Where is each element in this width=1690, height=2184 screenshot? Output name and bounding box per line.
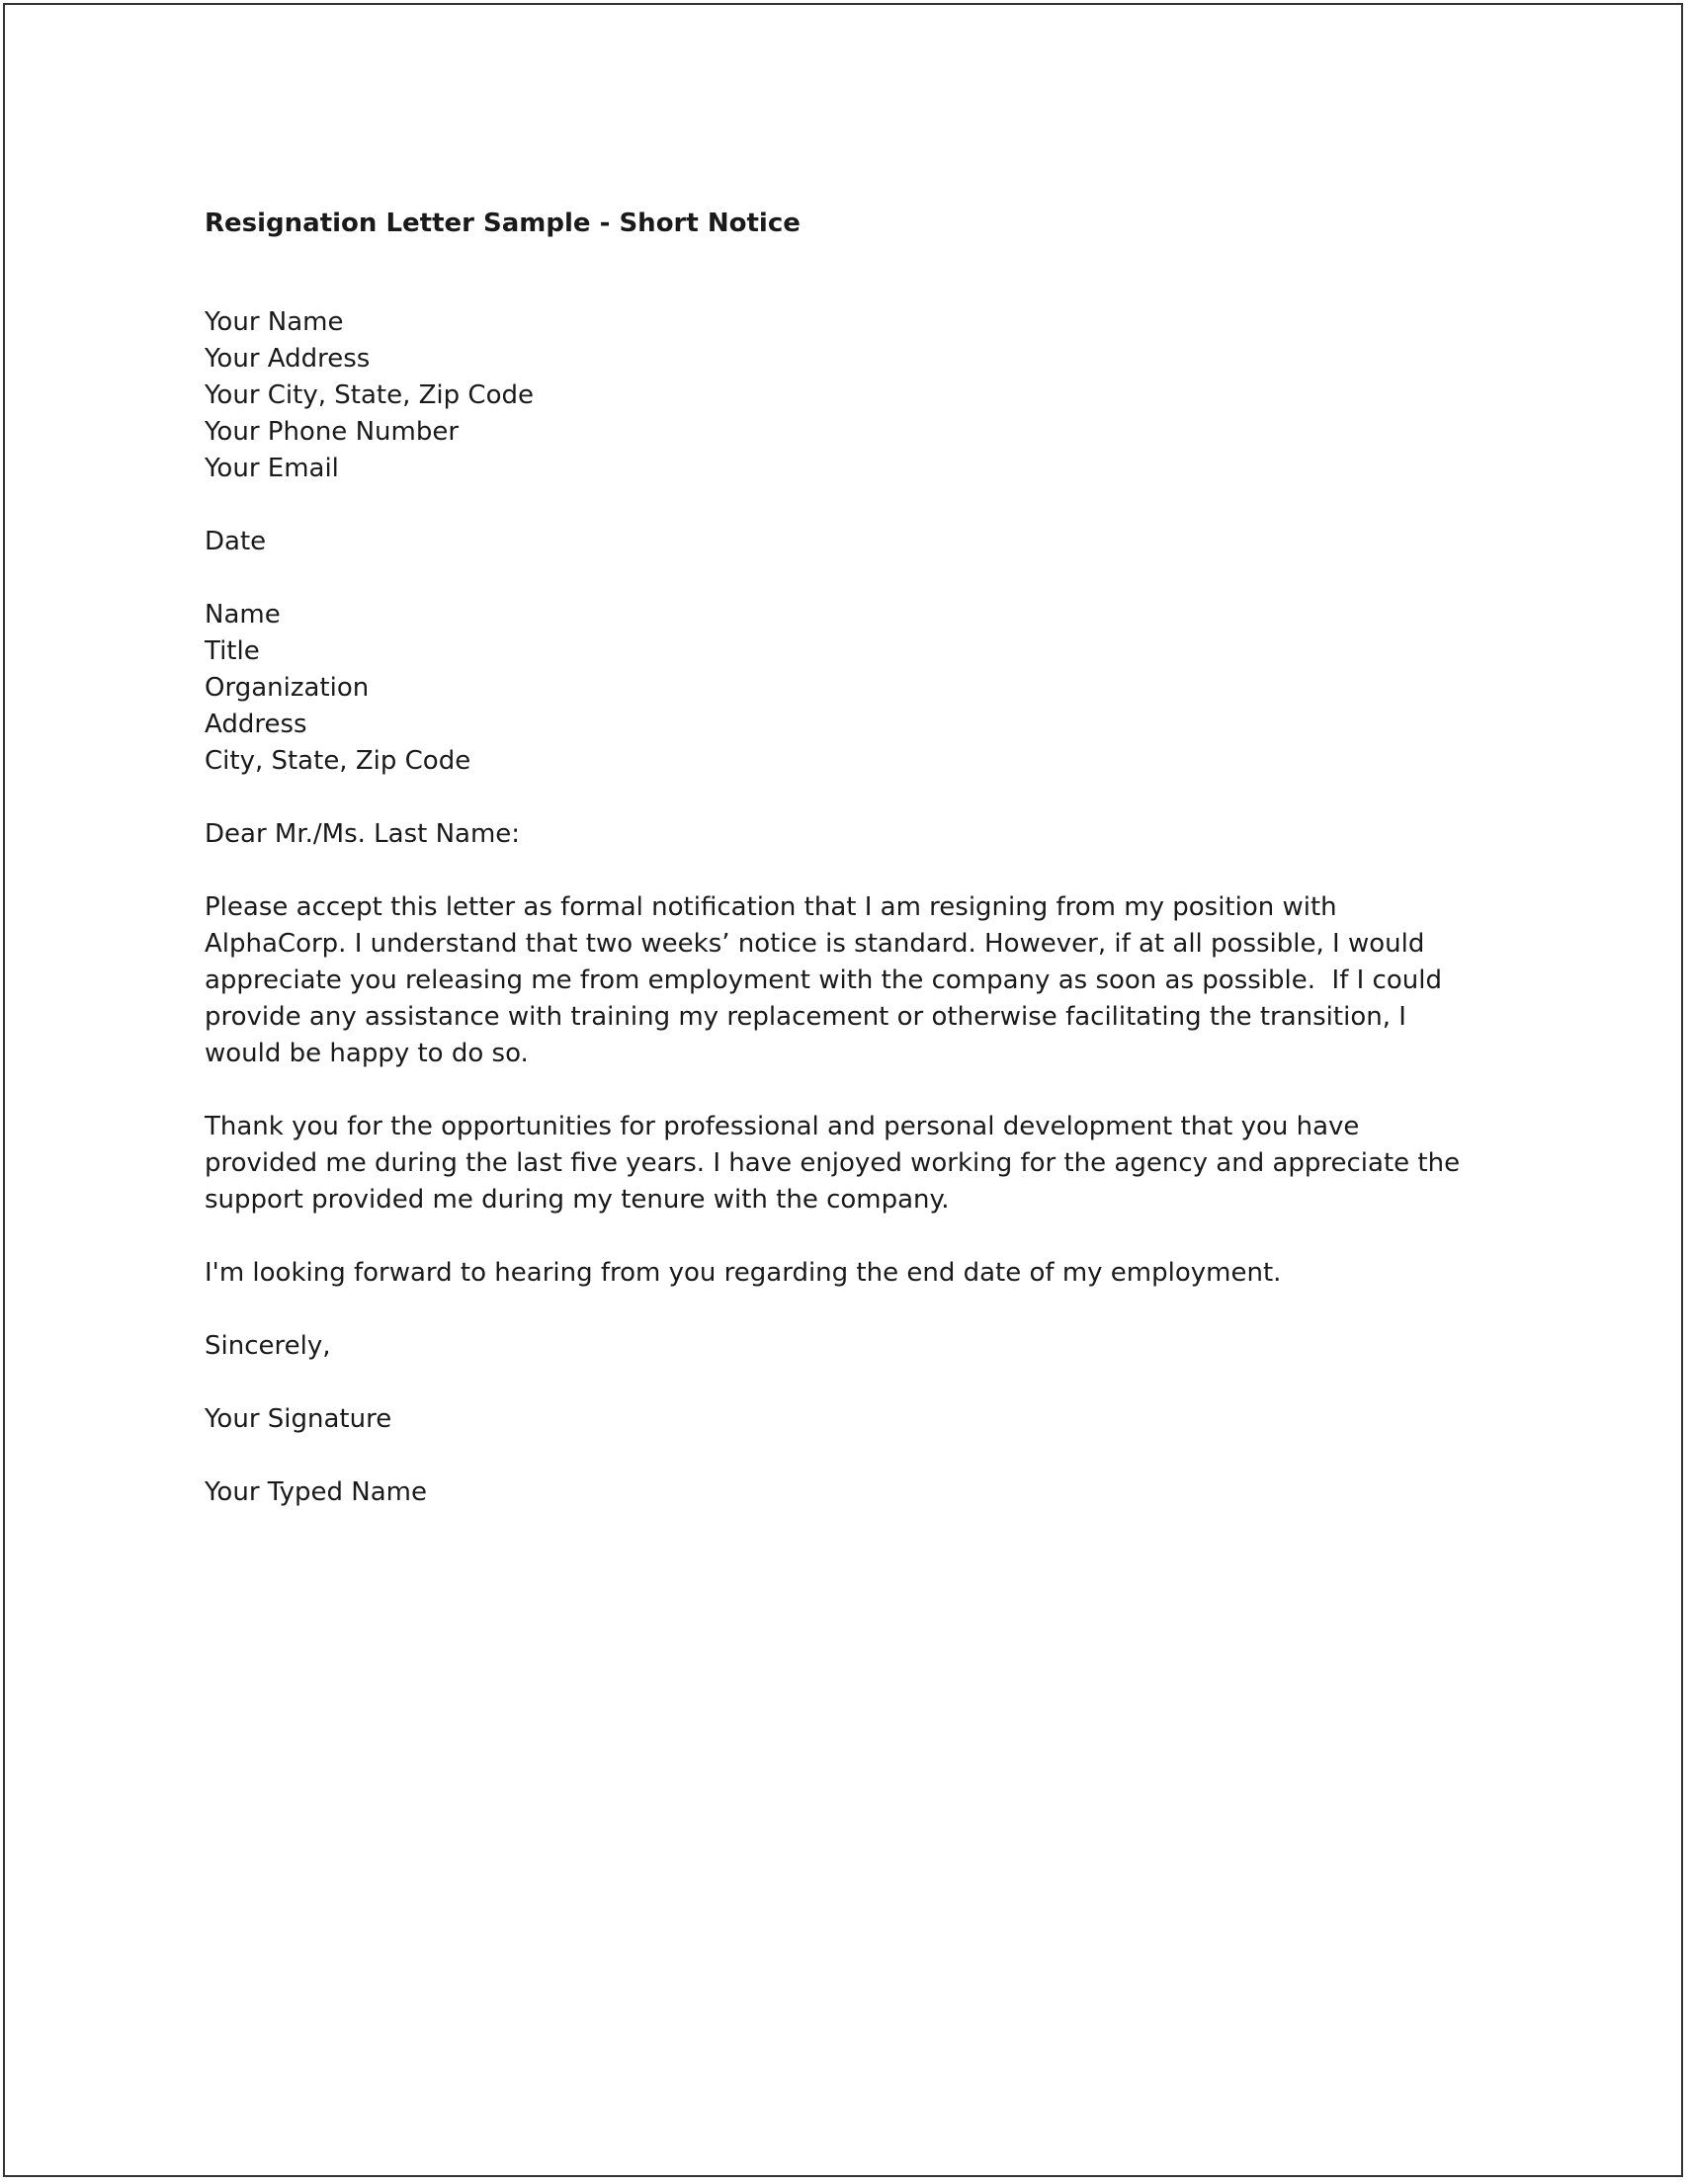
signature: Your Signature xyxy=(205,1404,392,1434)
body-paragraph-2 xyxy=(205,1109,1509,1218)
paragraph-line: support provided me during my tenure with the company. xyxy=(205,1185,950,1215)
typed-name: Your Typed Name xyxy=(205,1477,427,1507)
letter-date: Date xyxy=(205,527,267,556)
recipient-address: Address xyxy=(205,710,307,739)
typed-name-block xyxy=(205,1474,1509,1511)
recipient-organization: Organization xyxy=(205,673,370,703)
salutation: Dear Mr./Ms. Last Name: xyxy=(205,819,521,849)
recipient-address-block xyxy=(205,597,1509,780)
sender-address-block xyxy=(205,304,1509,487)
paragraph-line: provided me during the last five years. I have enjoyed working for the agency and appreciate the xyxy=(205,1148,1461,1178)
closing: Sincerely, xyxy=(205,1331,331,1361)
sender-address: Your Address xyxy=(205,344,371,374)
document-title: Resignation Letter Sample - Short Notice xyxy=(205,209,801,238)
paragraph-line: would be happy to do so. xyxy=(205,1039,529,1068)
paragraph-line: provide any assistance with training my replacement or otherwise facilitating the transition, I xyxy=(205,1002,1406,1032)
salutation-block xyxy=(205,816,1509,853)
paragraph-line: appreciate you releasing me from employment with the company as soon as possible. If I could xyxy=(205,966,1442,995)
paragraph-line: Please accept this letter as formal notification that I am resigning from my position with xyxy=(205,892,1337,922)
letter-body xyxy=(205,206,1509,1548)
sender-phone: Your Phone Number xyxy=(205,417,460,447)
recipient-title: Title xyxy=(205,636,260,666)
paragraph-line: Thank you for the opportunities for professional and personal development that you have xyxy=(205,1112,1360,1141)
paragraph-line: AlphaCorp. I understand that two weeks’ notice is standard. However, if at all possible, I would xyxy=(205,929,1425,959)
body-paragraph-3 xyxy=(205,1255,1509,1292)
sender-name: Your Name xyxy=(205,307,344,337)
recipient-city-state-zip: City, State, Zip Code xyxy=(205,746,471,776)
document-page xyxy=(3,3,1683,2177)
body-paragraph-1 xyxy=(205,889,1509,1072)
closing-block xyxy=(205,1328,1509,1365)
signature-block xyxy=(205,1401,1509,1438)
recipient-name: Name xyxy=(205,600,281,630)
sender-email: Your Email xyxy=(205,454,339,483)
sender-city-state-zip: Your City, State, Zip Code xyxy=(205,380,534,410)
paragraph-line: I'm looking forward to hearing from you regarding the end date of my employment. xyxy=(205,1258,1282,1288)
date-block xyxy=(205,524,1509,560)
